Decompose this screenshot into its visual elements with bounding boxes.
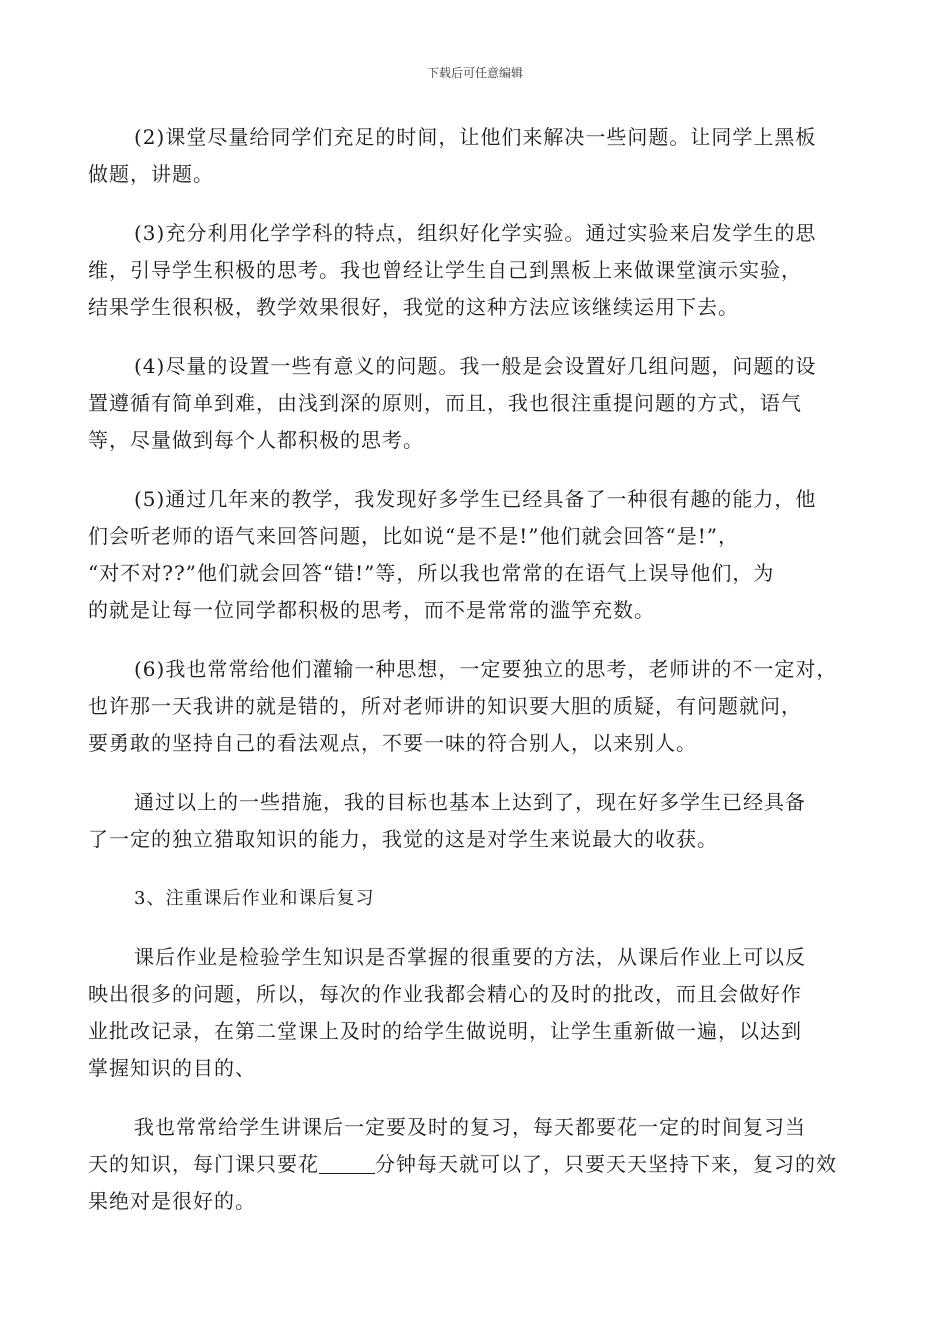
paragraph-line: 等，尽量做到每个人都积极的思考。 <box>88 428 424 452</box>
paragraph-line: 掌握知识的目的、 <box>88 1056 256 1080</box>
paragraph-3 <box>88 215 868 326</box>
paragraph-line <box>88 1146 868 1183</box>
paragraph-line: 的就是让每一位同学都积极的思考，而不是常常的滥竽充数。 <box>88 598 655 622</box>
paragraph-8 <box>88 939 868 1087</box>
paragraph-line: 维，引导学生积极的思考。我也曾经让学生自己到黑板上来做课堂演示实验， <box>88 258 802 282</box>
paragraph-2 <box>88 119 868 193</box>
paragraph-line: (6)我也常常给他们灌输一种思想，一定要独立的思考，老师讲的不一定对， <box>134 657 838 681</box>
paragraph-line: 也许那一天我讲的就是错的，所对老师讲的知识要大胆的质疑，有问题就问， <box>88 694 802 718</box>
paragraph-line: 了一定的独立猎取知识的能力，我觉的这是对学生来说最大的收获。 <box>88 827 718 851</box>
paragraph-5 <box>88 481 868 629</box>
paragraph-line: 做题，讲题。 <box>88 162 214 186</box>
paragraph-6 <box>88 651 868 762</box>
paragraph-line: “对不对??”他们就会回答“错!”等，所以我也常常的在语气上误导他们，为 <box>88 561 775 585</box>
paragraph-line: 要勇敢的坚持自己的看法观点，不要一味的符合别人，以来别人。 <box>88 731 697 755</box>
paragraph-line: 映出很多的问题，所以，每次的作业我都会精心的及时的批改，而且会做好作 <box>88 982 802 1006</box>
paragraph-line: 通过以上的一些措施，我的目标也基本上达到了，现在好多学生已经具备 <box>134 790 806 814</box>
paragraph-line: 结果学生很积极，教学效果很好，我觉的这种方法应该继续运用下去。 <box>88 295 739 319</box>
paragraph-line: 们会听老师的语气来回答问题，比如说“是不是!”他们就会回答“是!”， <box>88 524 739 548</box>
paragraph-line: 业批改记录，在第二堂课上及时的给学生做说明，让学生重新做一遍，以达到 <box>88 1019 802 1043</box>
paragraph-line: 我也常常给学生讲课后一定要及时的复习，每天都要花一定的时间复习当 <box>134 1115 806 1139</box>
paragraph-9 <box>88 1109 868 1220</box>
paragraph-line: 课后作业是检验学生知识是否掌握的很重要的方法，从课后作业上可以反 <box>134 945 806 969</box>
section-heading: 3、注重课后作业和课后复习 <box>134 888 375 909</box>
paragraph-line: 置遵循有简单到难，由浅到深的原则，而且，我也很注重提问题的方式，语气 <box>88 391 802 415</box>
document-body <box>88 119 868 1242</box>
paragraph-line: 果绝对是很好的。 <box>88 1189 256 1213</box>
paragraph-7 <box>88 784 868 858</box>
fill-in-blank <box>319 1153 375 1174</box>
paragraph-line: (2)课堂尽量给同学们充足的时间，让他们来解决一些问题。让同学上黑板 <box>134 125 817 149</box>
page-header: 下载后可任意编辑 <box>426 66 523 80</box>
paragraph-4 <box>88 348 868 459</box>
paragraph-line: (4)尽量的设置一些有意义的问题。我一般是会设置好几组问题，问题的设 <box>134 354 817 378</box>
paragraph-line: (3)充分利用化学学科的特点，组织好化学实验。通过实验来启发学生的思 <box>134 221 817 245</box>
line-text: 分钟每天就可以了，只要天天坚持下来，复习的效 <box>375 1152 837 1176</box>
paragraph-line: (5)通过几年来的教学，我发现好多学生已经具备了一种很有趣的能力，他 <box>134 487 817 511</box>
line-text: 天的知识，每门课只要花 <box>88 1152 319 1176</box>
